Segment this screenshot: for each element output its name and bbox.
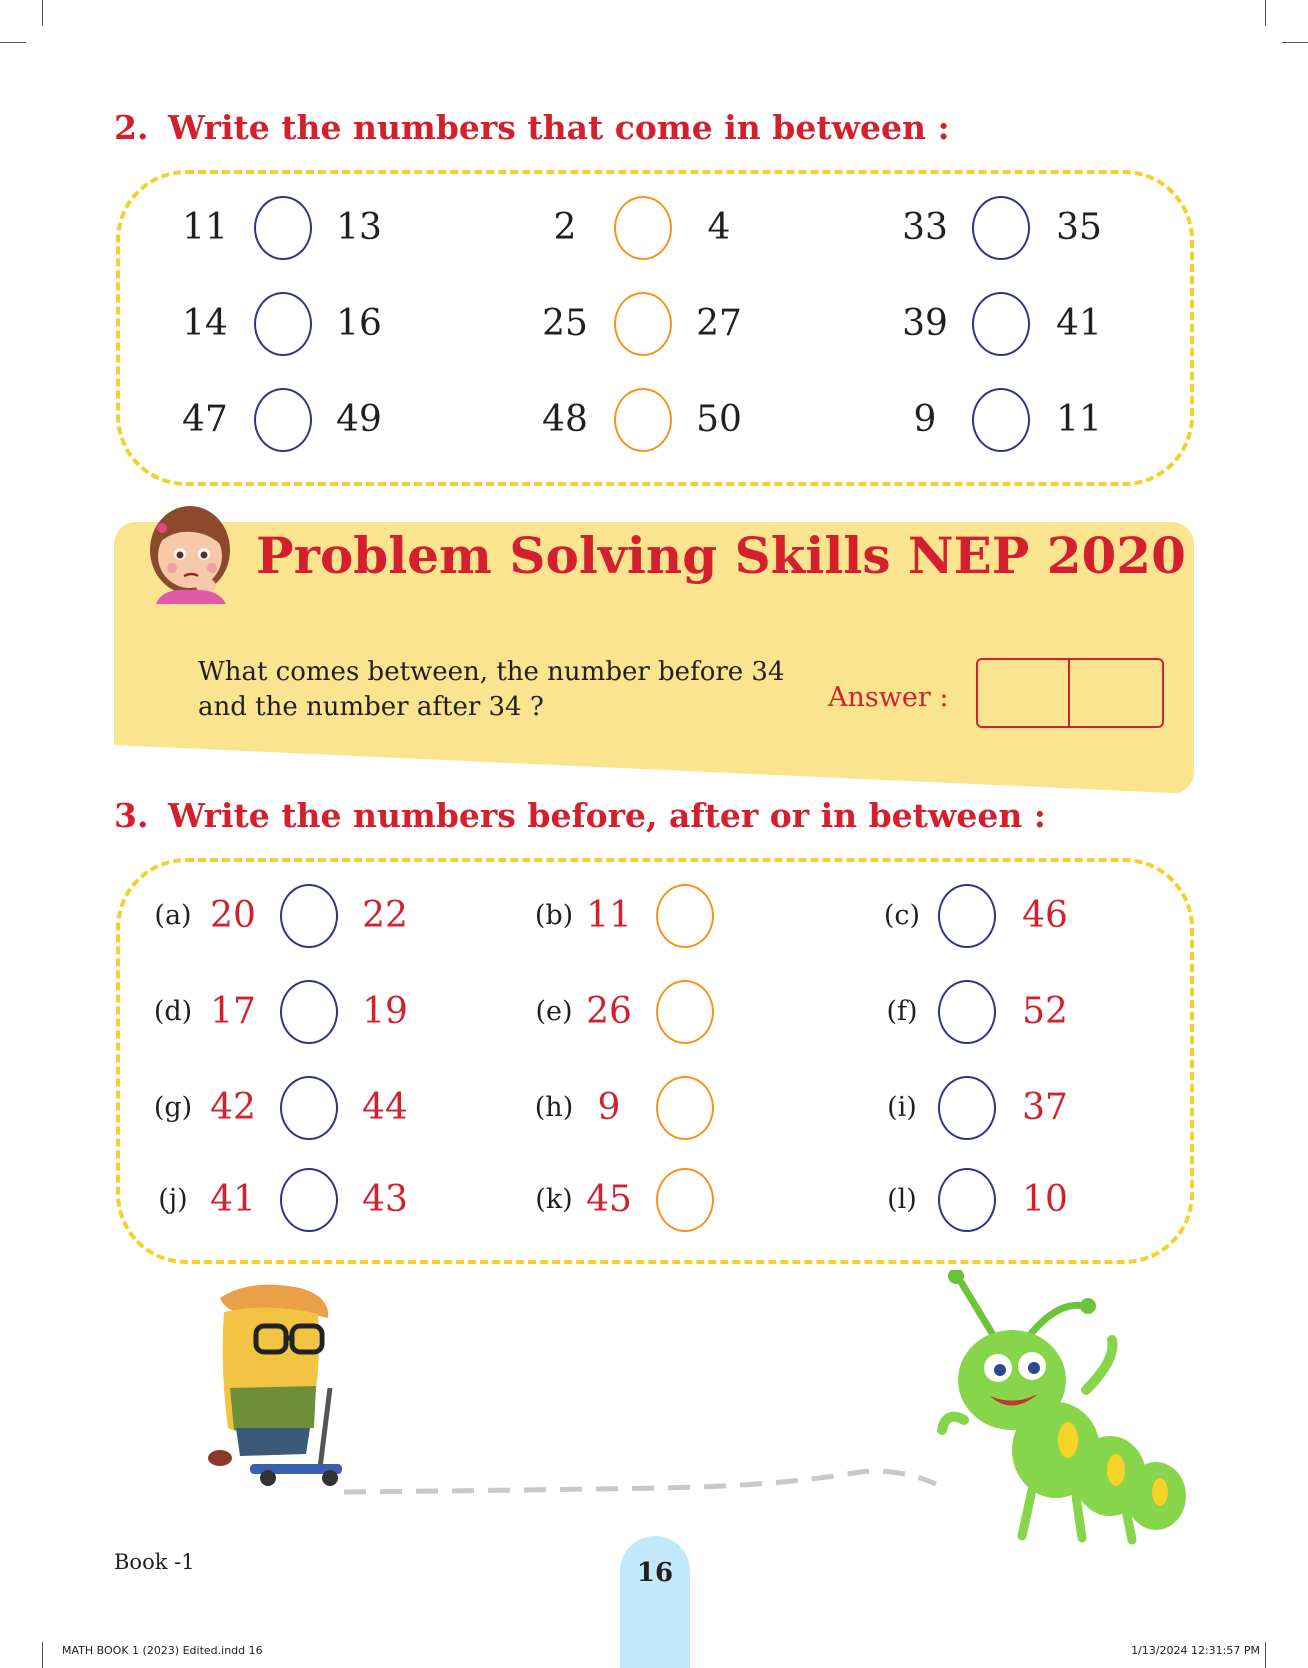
given-number: 45	[586, 1179, 632, 1220]
given-number: 41	[1056, 303, 1102, 344]
item-label: (l)	[887, 1184, 917, 1215]
answer-circle[interactable]	[938, 1168, 996, 1232]
given-number: 47	[182, 399, 228, 440]
item-label: (k)	[535, 1184, 573, 1215]
answer-circle[interactable]	[656, 884, 714, 948]
crop-mark	[42, 1642, 43, 1668]
answer-circle[interactable]	[972, 388, 1030, 452]
section-3-heading	[114, 796, 1046, 835]
answer-circle[interactable]	[656, 1168, 714, 1232]
given-number: 16	[336, 303, 382, 344]
given-number: 39	[902, 303, 948, 344]
section-2-number: 2.	[114, 108, 149, 147]
given-number: 35	[1056, 207, 1102, 248]
answer-circle[interactable]	[972, 292, 1030, 356]
crop-mark	[0, 42, 26, 43]
given-number: 43	[362, 1179, 408, 1220]
section-3-title: Write the numbers before, after or in between :	[168, 796, 1046, 835]
given-number: 26	[586, 991, 632, 1032]
answer-box-divider	[1068, 660, 1070, 726]
given-number: 11	[586, 895, 632, 936]
given-number: 27	[696, 303, 742, 344]
answer-label: Answer :	[828, 682, 949, 713]
answer-circle[interactable]	[656, 980, 714, 1044]
item-label: (h)	[534, 1092, 574, 1123]
given-number: 10	[1022, 1179, 1068, 1220]
item-label: (f)	[886, 996, 918, 1027]
crop-mark	[1265, 0, 1266, 26]
answer-circle[interactable]	[254, 292, 312, 356]
item-label: (i)	[887, 1092, 917, 1123]
answer-circle[interactable]	[614, 196, 672, 260]
given-number: 52	[1022, 991, 1068, 1032]
section-3-number: 3.	[114, 796, 149, 835]
given-number: 41	[210, 1179, 256, 1220]
item-label: (c)	[883, 900, 921, 931]
given-number: 14	[182, 303, 228, 344]
item-label: (a)	[154, 900, 192, 931]
given-number: 9	[913, 399, 937, 440]
given-number: 25	[542, 303, 588, 344]
answer-circle[interactable]	[254, 388, 312, 452]
given-number: 2	[553, 207, 577, 248]
answer-circle[interactable]	[972, 196, 1030, 260]
given-number: 44	[362, 1087, 408, 1128]
item-label: (b)	[534, 900, 574, 931]
answer-circle[interactable]	[280, 884, 338, 948]
answer-circle[interactable]	[938, 884, 996, 948]
item-label: (g)	[153, 1092, 193, 1123]
given-number: 11	[1056, 399, 1102, 440]
problem-question-line: What comes between, the number before 34	[198, 657, 785, 687]
given-number: 17	[210, 991, 256, 1032]
answer-box[interactable]	[976, 658, 1164, 728]
given-number: 50	[696, 399, 742, 440]
crop-mark	[42, 0, 43, 26]
section-3-row	[0, 1076, 1308, 1140]
given-number: 20	[210, 895, 256, 936]
book-label: Book -1	[114, 1550, 195, 1574]
section-2-heading	[114, 108, 950, 147]
slug-timestamp: 1/13/2024 12:31:57 PM	[1131, 1644, 1260, 1657]
answer-circle[interactable]	[280, 1076, 338, 1140]
given-number: 9	[597, 1087, 621, 1128]
given-number: 11	[182, 207, 228, 248]
section-2-row	[0, 196, 1308, 260]
page-number: 16	[636, 1558, 674, 1588]
answer-circle[interactable]	[254, 196, 312, 260]
section-3-row	[0, 980, 1308, 1044]
crop-mark	[1282, 42, 1308, 43]
given-number: 13	[336, 207, 382, 248]
given-number: 33	[902, 207, 948, 248]
given-number: 48	[542, 399, 588, 440]
potato-scooter-illustration	[190, 1278, 360, 1502]
dashed-path	[340, 1460, 940, 1500]
item-label: (d)	[153, 996, 193, 1027]
answer-circle[interactable]	[938, 980, 996, 1044]
answer-circle[interactable]	[938, 1076, 996, 1140]
item-label: (e)	[535, 996, 573, 1027]
given-number: 46	[1022, 895, 1068, 936]
page-tab	[620, 1536, 690, 1668]
given-number: 22	[362, 895, 408, 936]
section-2-row	[0, 292, 1308, 356]
given-number: 42	[210, 1087, 256, 1128]
problem-question	[198, 655, 818, 725]
crop-mark	[1265, 1642, 1266, 1668]
item-label: (j)	[158, 1184, 188, 1215]
given-number: 19	[362, 991, 408, 1032]
problem-question-line: and the number after 34 ?	[198, 692, 544, 722]
answer-circle[interactable]	[280, 1168, 338, 1232]
section-3-row	[0, 884, 1308, 948]
answer-circle[interactable]	[614, 388, 672, 452]
given-number: 37	[1022, 1087, 1068, 1128]
answer-circle[interactable]	[614, 292, 672, 356]
caterpillar-illustration	[936, 1270, 1198, 1546]
answer-circle[interactable]	[280, 980, 338, 1044]
given-number: 49	[336, 399, 382, 440]
problem-banner-title: Problem Solving Skills NEP 2020	[256, 526, 1186, 585]
thinking-girl-illustration	[142, 500, 238, 604]
answer-circle[interactable]	[656, 1076, 714, 1140]
given-number: 4	[707, 207, 731, 248]
slug-filename: MATH BOOK 1 (2023) Edited.indd 16	[62, 1644, 263, 1657]
section-2-row	[0, 388, 1308, 452]
section-3-row	[0, 1168, 1308, 1232]
section-2-title: Write the numbers that come in between :	[168, 108, 950, 147]
